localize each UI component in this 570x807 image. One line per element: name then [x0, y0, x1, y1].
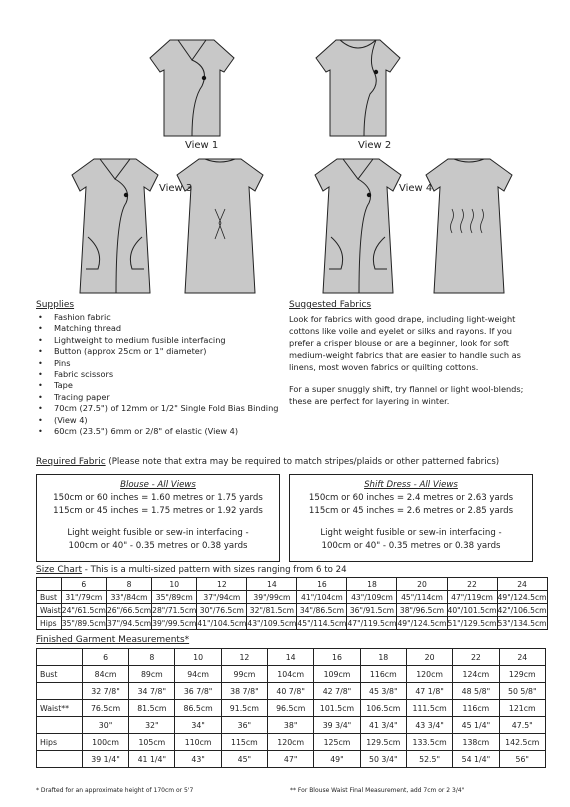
table-cell: 45"	[221, 751, 267, 768]
table-cell: 47.5"	[499, 717, 545, 734]
blouse-view-1-illustration	[148, 38, 236, 140]
table-cell: 120cm	[406, 666, 452, 683]
table-cell: 34"/86.5cm	[297, 604, 347, 617]
supply-item: • Tape	[36, 380, 281, 391]
table-cell: 56"	[499, 751, 545, 768]
view-2-label: View 2	[358, 140, 392, 151]
row-label: Hips	[37, 734, 83, 751]
table-cell: 35"/89cm	[152, 591, 197, 604]
supplies-title: Supplies	[36, 300, 75, 310]
finished-measurements-heading	[36, 635, 336, 645]
shift-dress-fabric-line-2: 115cm or 45 inches = 2.6 metres or 2.85 yards	[308, 506, 514, 516]
dress-view-4-front-illustration	[313, 157, 403, 297]
table-cell: 40"/101.5cm	[447, 605, 497, 615]
footnote-blouse-waist: ** For Blouse Waist Final Measurement, add 7cm or 2 3/4"	[290, 787, 465, 794]
table-cell: 39 1/4"	[82, 751, 128, 768]
size-header-cell: 12	[221, 649, 267, 666]
table-cell: 133.5cm	[406, 734, 452, 751]
size-header-cell: 6	[82, 649, 128, 666]
supply-item: • Lightweight to medium fusible interfacing	[36, 335, 281, 346]
row-label	[37, 717, 83, 734]
header-corner-cell	[37, 649, 83, 666]
table-cell: 110cm	[175, 734, 221, 751]
suggested-fabrics-paragraph-2: For a super snuggly shift, try flannel or light wool-blends; these are perfect for layering in winter.	[289, 384, 524, 406]
table-cell: 48 5/8"	[453, 683, 499, 700]
table-cell: 34 7/8"	[129, 683, 175, 700]
row-label: Bust	[37, 591, 62, 604]
suggested-fabrics-section	[289, 300, 539, 407]
table-cell: 116cm	[360, 666, 406, 683]
table-cell: 105cm	[129, 734, 175, 751]
table-cell: 125cm	[314, 734, 360, 751]
table-cell: 49"/124.5cm	[497, 592, 547, 602]
size-chart-title: Size Chart	[36, 565, 83, 575]
table-row	[37, 751, 546, 768]
view-3-label: View 3	[159, 183, 193, 194]
table-cell: 99cm	[221, 666, 267, 683]
table-cell: 32 7/8"	[82, 683, 128, 700]
view-1-label: View 1	[185, 140, 219, 151]
dress-view-4-back-illustration	[424, 157, 514, 297]
size-header-cell: 18	[347, 578, 397, 591]
row-label: Bust	[37, 666, 83, 683]
table-cell: 116cm	[453, 700, 499, 717]
table-cell: 81.5cm	[129, 700, 175, 717]
size-header-cell: 18	[360, 649, 406, 666]
supply-item: • Pins	[36, 358, 281, 369]
table-cell: 115cm	[221, 734, 267, 751]
size-header-row	[37, 578, 548, 591]
table-cell: 24"/61.5cm	[61, 605, 106, 615]
blouse-view-2-illustration	[314, 38, 402, 140]
row-label	[37, 751, 83, 768]
view-4-label: View 4	[399, 183, 433, 194]
blouse-fabric-line-2: 115cm or 45 inches = 1.75 metres or 1.92 yards	[53, 506, 263, 516]
table-cell: 104cm	[268, 666, 314, 683]
required-fabric-title: Required Fabric	[36, 457, 106, 467]
supplies-list	[36, 312, 281, 437]
table-cell: 138cm	[453, 734, 499, 751]
size-header-cell: 10	[152, 578, 197, 591]
size-header-cell: 8	[129, 649, 175, 666]
table-cell: 47"/119cm	[447, 591, 497, 604]
table-row	[37, 617, 548, 630]
table-cell: 91.5cm	[221, 700, 267, 717]
table-cell: 129.5cm	[360, 734, 406, 751]
table-cell: 41 1/4"	[129, 751, 175, 768]
size-header-cell: 22	[447, 578, 497, 591]
table-cell: 96.5cm	[268, 700, 314, 717]
size-header-cell: 20	[406, 649, 452, 666]
required-fabric-heading	[36, 457, 546, 467]
supply-item: • Button (approx 25cm or 1" diameter)	[36, 346, 281, 357]
table-row	[37, 717, 546, 734]
table-cell: 36"/91.5cm	[347, 604, 397, 617]
table-cell: 34"	[175, 717, 221, 734]
shift-dress-interfacing-line-1: Light weight fusible or sew-in interfacing -	[320, 528, 502, 538]
supply-item: • Fabric scissors	[36, 369, 281, 380]
table-cell: 38 7/8"	[221, 683, 267, 700]
blouse-interfacing-line-2: 100cm or 40" - 0.35 metres or 0.38 yards	[68, 541, 248, 551]
table-cell: 50 5/8"	[499, 683, 545, 700]
table-cell: 45 1/4"	[453, 717, 499, 734]
table-cell: 53"/134.5cm	[497, 618, 547, 628]
shift-dress-fabric-title: Shift Dress - All Views	[364, 480, 458, 490]
table-cell: 41"/104cm	[297, 591, 347, 604]
table-cell: 47"/119.5cm	[347, 618, 397, 628]
table-cell: 28"/71.5cm	[152, 605, 197, 615]
size-chart-heading	[36, 565, 546, 575]
suggested-fabrics-paragraph-1: Look for fabrics with good drape, including light-weight cottons like voile and eyelet or silks and rayons. If you prefer a crisper blouse or are a beginner, look for soft medium-weight fabrics that are easier to handle such as linens, most woven fabrics or quilting cottons.	[289, 314, 521, 372]
table-cell: 45"/114.5cm	[297, 618, 347, 628]
table-cell: 51"/129.5cm	[447, 618, 497, 628]
blouse-fabric-title: Blouse - All Views	[120, 480, 196, 490]
blouse-interfacing-line-1: Light weight fusible or sew-in interfacing -	[67, 528, 249, 538]
finished-measurements-table	[36, 648, 546, 768]
table-cell: 89cm	[129, 666, 175, 683]
size-header-cell: 6	[61, 578, 106, 591]
table-row	[37, 700, 546, 717]
table-cell: 45"/114cm	[397, 591, 447, 604]
supply-item: • 60cm (23.5") 6mm or 2/8" of elastic (View 4)	[36, 426, 281, 437]
table-cell: 121cm	[499, 700, 545, 717]
row-label: Hips	[37, 617, 62, 630]
table-cell: 49"	[314, 751, 360, 768]
dress-view-3-back-illustration	[175, 157, 265, 297]
table-cell: 38"/96.5cm	[397, 604, 447, 617]
supply-item: • Fashion fabric	[36, 312, 281, 323]
supply-item: • 70cm (27.5") of 12mm or 1/2" Single Fold Bias Binding	[36, 403, 281, 414]
table-cell: 37"/94cm	[197, 591, 247, 604]
size-header-cell: 16	[314, 649, 360, 666]
table-cell: 43"/109cm	[347, 591, 397, 604]
table-cell: 52.5"	[406, 751, 452, 768]
blouse-fabric-line-1: 150cm or 60 inches = 1.60 metres or 1.75 yards	[53, 493, 263, 503]
table-cell: 100cm	[82, 734, 128, 751]
table-cell: 32"	[129, 717, 175, 734]
size-header-cell: 16	[297, 578, 347, 591]
dress-view-3-front-illustration	[70, 157, 160, 297]
table-row	[37, 734, 546, 751]
size-header-cell: 22	[453, 649, 499, 666]
shift-dress-fabric-line-1: 150cm or 60 inches = 2.4 metres or 2.63 yards	[308, 493, 514, 503]
size-header-cell: 12	[197, 578, 247, 591]
table-cell: 42"/106.5cm	[497, 605, 547, 615]
table-cell: 47 1/8"	[406, 683, 452, 700]
supply-item: • Matching thread	[36, 323, 281, 334]
table-cell: 30"/76.5cm	[197, 604, 247, 617]
row-label	[37, 683, 83, 700]
table-cell: 111.5cm	[406, 700, 452, 717]
table-cell: 35"/89.5cm	[61, 618, 106, 628]
size-header-cell: 24	[499, 649, 545, 666]
table-cell: 43 3/4"	[406, 717, 452, 734]
table-cell: 42 7/8"	[314, 683, 360, 700]
table-cell: 36 7/8"	[175, 683, 221, 700]
blouse-fabric-box	[36, 474, 280, 562]
row-label: Waist	[37, 604, 62, 617]
suggested-fabrics-title: Suggested Fabrics	[289, 300, 372, 310]
table-cell: 43"/109.5cm	[247, 618, 297, 628]
table-cell: 33"/84cm	[106, 591, 151, 604]
header-corner-cell	[37, 578, 62, 591]
table-cell: 43"	[175, 751, 221, 768]
table-cell: 120cm	[268, 734, 314, 751]
table-cell: 40 7/8"	[268, 683, 314, 700]
size-header-cell: 24	[497, 578, 547, 591]
table-cell: 101.5cm	[314, 700, 360, 717]
table-cell: 54 1/4"	[453, 751, 499, 768]
table-cell: 41"/104.5cm	[197, 618, 247, 628]
table-cell: 142.5cm	[499, 734, 545, 751]
table-row	[37, 666, 546, 683]
table-cell: 129cm	[499, 666, 545, 683]
table-cell: 39 3/4"	[314, 717, 360, 734]
table-cell: 41 3/4"	[360, 717, 406, 734]
table-cell: 109cm	[314, 666, 360, 683]
table-cell: 30"	[82, 717, 128, 734]
table-cell: 84cm	[82, 666, 128, 683]
table-cell: 32"/81.5cm	[247, 604, 297, 617]
table-cell: 37"/94.5cm	[106, 618, 152, 628]
required-fabric-note: (Please note that extra may be required to match stripes/plaids or other patterned fabrics)	[105, 457, 500, 467]
table-cell: 106.5cm	[360, 700, 406, 717]
size-header-cell: 14	[247, 578, 297, 591]
supply-item: • Tracing paper	[36, 392, 281, 403]
supply-item: • (View 4)	[36, 415, 281, 426]
table-cell: 39"/99.5cm	[152, 618, 197, 628]
table-row	[37, 591, 548, 604]
size-header-row	[37, 649, 546, 666]
size-header-cell: 20	[397, 578, 447, 591]
table-cell: 39"/99cm	[247, 591, 297, 604]
size-chart-note: - This is a multi-sized pattern with sizes ranging from 6 to 24	[82, 565, 347, 575]
table-cell: 49"/124.5cm	[397, 618, 447, 628]
size-header-cell: 8	[106, 578, 151, 591]
table-cell: 26"/66.5cm	[106, 605, 152, 615]
table-cell: 31"/79cm	[61, 591, 106, 604]
table-cell: 38"	[268, 717, 314, 734]
table-cell: 86.5cm	[175, 700, 221, 717]
table-row	[37, 604, 548, 617]
size-chart-table	[36, 577, 548, 630]
supplies-section	[36, 300, 281, 437]
size-header-cell: 10	[175, 649, 221, 666]
table-cell: 47"	[268, 751, 314, 768]
row-label: Waist**	[37, 700, 83, 717]
table-cell: 124cm	[453, 666, 499, 683]
table-row	[37, 683, 546, 700]
shift-dress-fabric-box	[289, 474, 533, 562]
table-cell: 94cm	[175, 666, 221, 683]
size-header-cell: 14	[268, 649, 314, 666]
table-cell: 45 3/8"	[360, 683, 406, 700]
shift-dress-interfacing-line-2: 100cm or 40" - 0.35 metres or 0.38 yards	[321, 541, 501, 551]
table-cell: 76.5cm	[82, 700, 128, 717]
finished-measurements-title: Finished Garment Measurements*	[36, 635, 190, 645]
footnote-height: * Drafted for an approximate height of 170cm or 5'7	[36, 787, 194, 794]
table-cell: 36"	[221, 717, 267, 734]
table-cell: 50 3/4"	[360, 751, 406, 768]
